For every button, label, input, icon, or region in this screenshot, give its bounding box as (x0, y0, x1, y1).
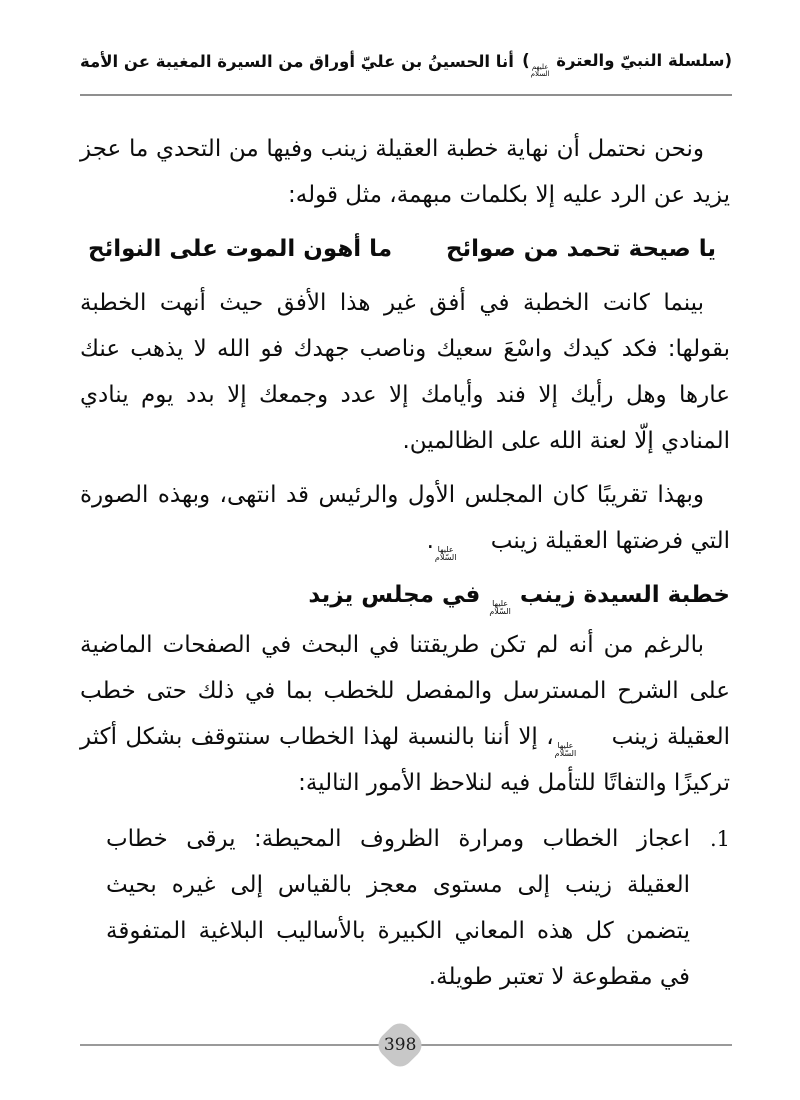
honorific-line: السّلام (489, 606, 511, 616)
paragraph-4 (80, 622, 730, 806)
page-header (80, 46, 732, 77)
hemistich-left: ما أهون الموت على النوائح (88, 236, 393, 262)
poetry-verse (80, 226, 730, 272)
series-title-close: ) (522, 51, 530, 70)
section-heading (80, 572, 730, 618)
list-item-text: اعجاز الخطاب ومرارة الظروف المحيطة: يرقى خطاب العقيلة زينب إلى مستوى معجز بالقياس إلى غيره بحيث يتضمن كل هذه المعاني الكبيرة بالأساليب البلاغية المتفوقة في مقطوعة لا تعتبر طويلة. (106, 826, 690, 990)
paragraph-3-period: . (426, 528, 434, 554)
honorific-line: السلام (530, 69, 550, 78)
page-number-badge (373, 1018, 427, 1072)
honorific-stamp-icon (530, 64, 551, 77)
honorific-line: عليها (557, 741, 574, 750)
honorific-line: عليها (437, 545, 454, 554)
paragraph-3-text: وبهذا تقريبًا كان المجلس الأول والرئيس قد انتهى، وبهذه الصورة التي فرضتها العقيلة زينب (80, 482, 730, 554)
paragraph-4-text-end: ، إلا أننا بالنسبة لهذا الخطاب سنتوقف بشكل أكثر تركيزًا والتفاتًا للتأمل فيه لنلاحظ الأمور التالية: (80, 724, 730, 796)
honorific-stamp-icon (488, 600, 512, 615)
paragraph-3 (80, 472, 730, 564)
list-item-number: 1. (709, 827, 730, 851)
section-heading-suffix: في مجلس يزيد (308, 582, 481, 608)
paragraph-1: ونحن نحتمل أن نهاية خطبة العقيلة زينب وفيها من التحدي ما عجز يزيد عن الرد عليه إلا بكلمات مبهمة، مثل قوله: (80, 136, 730, 208)
honorific-line: عليها (492, 599, 509, 608)
hemistich-right: يا صيحة تحمد من صوائح (445, 236, 716, 262)
honorific-line: السّلام (554, 748, 577, 758)
honorific-line: عليهم (531, 63, 549, 71)
page-number: 398 (383, 1034, 417, 1055)
paragraph-2: بينما كانت الخطبة في أفق غير هذا الأفق حيث أنهت الخطبة بقولها: فكد كيدك واسْعَ سعيك وناصب جهدك فو الله لا يذهب عنك عارها وهل رأيك إلا فند وأيامك إلا عدد وجمعك إلا بدد يوم ينادي المنادي إلّا لعنة الله على الظالمين. (80, 290, 730, 454)
paragraph-4-text-start: بالرغم من أنه لم تكن طريقتنا في البحث في الصفحات الماضية على الشرح المسترسل والمفصل للخطب بما في ذلك حتى خطب العقيلة زينب (80, 632, 731, 750)
header-rule (80, 94, 732, 96)
honorific-stamp-icon (554, 742, 604, 757)
series-title-text: (سلسلة النبيّ والعترة (556, 51, 732, 70)
honorific-stamp-icon (434, 546, 484, 561)
page-body (80, 126, 730, 1000)
section-heading-prefix: خطبة السيدة زينب (519, 582, 730, 608)
honorific-line: السّلام (434, 552, 457, 562)
numbered-list-item (80, 816, 730, 1000)
series-title (522, 46, 732, 77)
book-title: أنا الحسينُ بن عليّ أوراق من السيرة المغيبة عن الأمة (80, 52, 514, 71)
